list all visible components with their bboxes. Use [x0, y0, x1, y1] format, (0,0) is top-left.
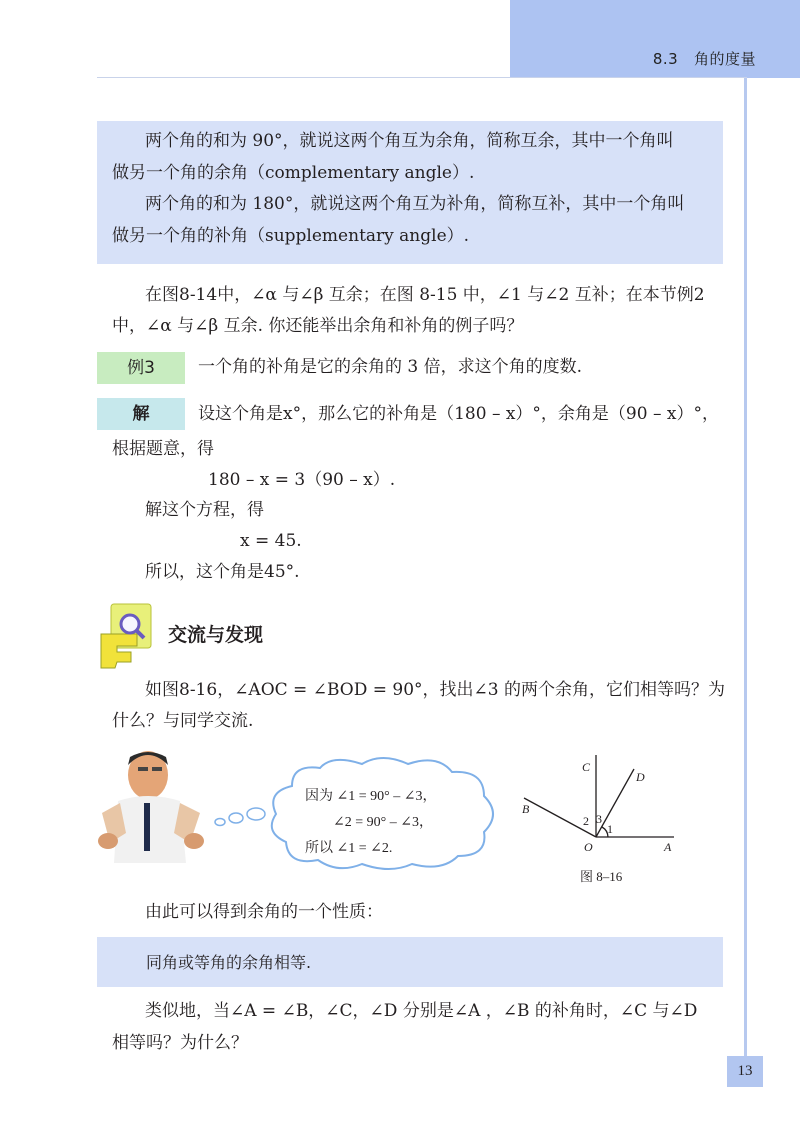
header-divider [97, 77, 747, 78]
definition-line-2: 做另一个角的余角（complementary angle）. [112, 163, 475, 183]
definition-line-4: 做另一个角的补角（supplementary angle）. [112, 226, 470, 246]
label-d: D [636, 770, 645, 784]
example-label: 例3 [97, 352, 185, 384]
paragraph-1-line-2: 中，∠α 与∠β 互余. 你还能举出余角和补角的例子吗？ [112, 316, 524, 336]
solution-label: 解 [97, 398, 185, 430]
angle-3-label: 3 [596, 812, 602, 826]
example-text: 一个角的补角是它的余角的 3 倍，求这个角的度数. [198, 357, 583, 377]
bubble-line-1: 因为 ∠1 = 90° – ∠3， [305, 789, 437, 804]
solution-equation-2: x = 45. [240, 531, 302, 551]
magnifier-letter-icon [97, 600, 157, 670]
angle-2-label: 2 [583, 814, 589, 828]
definition-line-1: 两个角的和为 90°，就说这两个角互为余角，简称互余，其中一个角叫 [145, 131, 674, 151]
solution-line-2: 根据题意，得 [112, 439, 214, 459]
label-o: O [584, 840, 593, 854]
label-c: C [582, 760, 591, 774]
angle-diagram [510, 755, 690, 865]
paragraph-2: 由此可以得到余角的一个性质： [145, 902, 383, 922]
label-b: B [522, 802, 530, 816]
paragraph-3-line-1: 类似地，当∠A = ∠B，∠C，∠D 分别是∠A ，∠B 的补角时，∠C 与∠D [145, 1001, 698, 1021]
section-title: 角的度量 [693, 50, 756, 68]
page-number: 13 [727, 1056, 763, 1087]
feature-title: 交流与发现 [168, 624, 264, 646]
paragraph-3-line-2: 相等吗？为什么？ [112, 1033, 248, 1053]
paragraph-1-line-1: 在图8-14中，∠α 与∠β 互余；在图 8-15 中，∠1 与∠2 互补；在本节例2 [145, 285, 705, 305]
boy-illustration [96, 743, 206, 875]
section-header [653, 48, 756, 69]
solution-line-3: 解这个方程，得 [145, 500, 264, 520]
section-number: 8.3 [652, 50, 679, 68]
right-margin-bar [744, 78, 747, 1058]
solution-line-4: 所以，这个角是45°. [145, 562, 300, 582]
feature-line-1: 如图8-16，∠AOC = ∠BOD = 90°，找出∠3 的两个余角，它们相等吗？为 [145, 680, 725, 700]
bubble-line-2: ∠2 = 90° – ∠3， [333, 815, 433, 830]
solution-line-1: 设这个角是x°，那么它的补角是（180 – x）°，余角是（90 – x）°， [198, 404, 719, 424]
solution-equation-1: 180 – x = 3（90 – x）. [208, 470, 396, 490]
label-a: A [664, 840, 672, 854]
angle-1-label: 1 [607, 822, 613, 836]
feature-line-2: 什么？与同学交流. [112, 711, 254, 731]
bubble-line-3: 所以 ∠1 = ∠2. [305, 841, 393, 856]
figure-caption: 图 8–16 [580, 869, 623, 884]
property-text: 同角或等角的余角相等. [146, 953, 312, 972]
definition-line-3: 两个角的和为 180°，就说这两个角互为补角，简称互补，其中一个角叫 [145, 194, 685, 214]
thought-bubble-trail [210, 800, 270, 830]
